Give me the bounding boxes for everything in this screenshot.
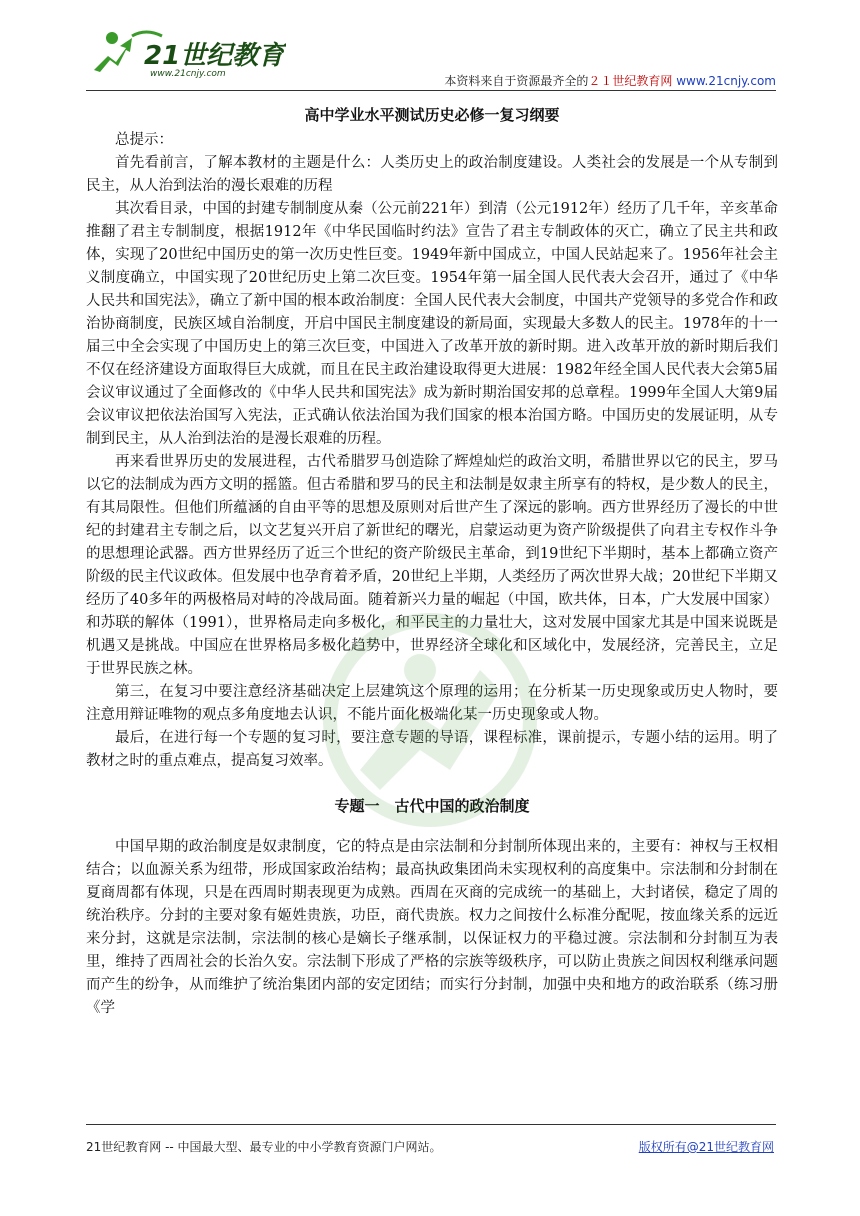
header-notice [444, 72, 776, 89]
paragraph: 中国早期的政治制度是奴隶制度，它的特点是由宗法制和分封制所体现出来的，主要有：神权与王权相结合；以血源关系为纽带，形成国家政治结构；最高执政集团尚未实现权利的高度集中。宗法制和分封制在夏商周都有体现，只是在西周时期表现更为成熟。西周在灭商的完成统一的基础上，大封诸侯，稳定了周的统治秩序。分封的主要对象有姬姓贵族，功臣，商代贵族。权力之间按什么标准分配呢，按血缘关系的远近来分封，这就是宗法制，宗法制的核心是嫡长子继承制，以保证权力的平稳过渡。宗法制和分封制互为表里，维持了西周社会的长治久安。宗法制下形成了严格的宗族等级秩序，可以防止贵族之间因权利继承问题而产生的纷争，从而维护了统治集团内部的安定团结；而实行分封制，加强中央和地方的政治联系（练习册《学 [86, 839, 778, 1016]
page-header [86, 28, 776, 88]
footer-copyright-link[interactable]: 版权所有@21世纪教育网 [638, 1140, 774, 1154]
header-divider [86, 90, 776, 91]
paragraph: 首先看前言，了解本教材的主题是什么：人类历史上的政治制度建设。人类社会的发展是一个从专制到民主，从人治到法治的漫长艰难的历程 [86, 155, 778, 194]
header-url-link[interactable]: www.21cnjy.com [676, 74, 776, 88]
section-title: 专题一 古代中国的政治制度 [334, 797, 530, 815]
document-body [86, 104, 778, 1020]
header-notice-prefix: 本资料来自于资源最齐全的 [444, 74, 589, 88]
footer-site-description: 21世纪教育网 -- 中国最大型、最专业的中小学教育资源门户网站。 [86, 1140, 442, 1154]
svg-text:21世纪教育: 21世纪教育 [144, 41, 285, 71]
svg-text:www.21cnjy.com: www.21cnjy.com [150, 69, 226, 78]
document-title: 高中学业水平测试历史必修一复习纲要 [304, 106, 560, 124]
paragraph: 最后，在进行每一个专题的复习时，要注意专题的导语，课程标准，课前提示，专题小结的运用。明了教材之时的重点难点，提高复习效率。 [86, 730, 778, 769]
paragraph: 再来看世界历史的发展进程，古代希腊罗马创造除了辉煌灿烂的政治文明，希腊世界以它的民主，罗马以它的法制成为西方文明的摇篮。但古希腊和罗马的民主和法制是奴隶主所享有的特权，是少数人的民主，有其局限性。但他们所蕴涵的自由平等的思想及原则对后世产生了深远的影响。西方世界经历了漫长的中世纪的封建君主专制之后，以文艺复兴开启了新世纪的曙光，启蒙运动更为资产阶级提供了向君主专权作斗争的思想理论武器。西方世界经历了近三个世纪的资产阶级民主革命，到19世纪下半期时，基本上都确立资产阶级的民主代议政体。但发展中也孕育着矛盾，20世纪上半期，人类经历了两次世界大战；20世纪下半期又经历了40多年的两极格局对峙的冷战局面。随着新兴力量的崛起（中国，欧共体，日本，广大发展中国家）和苏联的解体（1991），世界格局走向多极化，和平民主的力量壮大，这对发展中国家尤其是中国来说既是机遇又是挑战。中国应在世界格局多极化趋势中，世界经济全球化和区域化中，发展经济，完善民主，立足于世界民族之林。 [86, 454, 778, 677]
paragraph: 总提示： [115, 132, 173, 148]
site-logo [86, 28, 286, 78]
header-site-link[interactable]: ２１世纪教育网 [588, 74, 673, 88]
paragraph: 第三，在复习中要注意经济基础决定上层建筑这个原理的运用；在分析某一历史现象或历史人物时，要注意用辩证唯物的观点多角度地去认识，不能片面化极端化某一历史现象或人物。 [86, 684, 778, 723]
footer-divider [86, 1124, 776, 1125]
paragraph: 其次看目录，中国的封建专制制度从秦（公元前221年）到清（公元1912年）经历了几千年，辛亥革命推翻了君主专制制度，根据1912年《中华民国临时约法》宣告了君主专制政体的灭亡，确立了民主共和政体，实现了20世纪中国历史的第一次历史性巨变。1949年新中国成立，中国人民站起来了。1956年社会主义制度确立，中国实现了20世纪历史上第二次巨变。1954年第一届全国人民代表大会召开，通过了《中华人民共和国宪法》，确立了新中国的根本政治制度：全国人民代表大会制度，中国共产党领导的多党合作和政治协商制度，民族区域自治制度，开启中国民主制度建设的新局面，实现最大多数人的民主。1978年的十一届三中全会实现了中国历史上的第三次巨变，中国进入了改革开放的新时期。进入改革开放的新时期后我们不仅在经济建设方面取得巨大成就，而且在民主政治建设取得更大进展：1982年经全国人民代表大会第5届会议审议通过了全面修改的《中华人民共和国宪法》成为新时期治国安邦的总章程。1999年全国人大第9届会议审议把依法治国写入宪法，正式确认依法治国为我们国家的根本治国方略。中国历史的发展证明，从专制到民主，从人治到法治的是漫长艰难的历程。 [86, 201, 778, 447]
